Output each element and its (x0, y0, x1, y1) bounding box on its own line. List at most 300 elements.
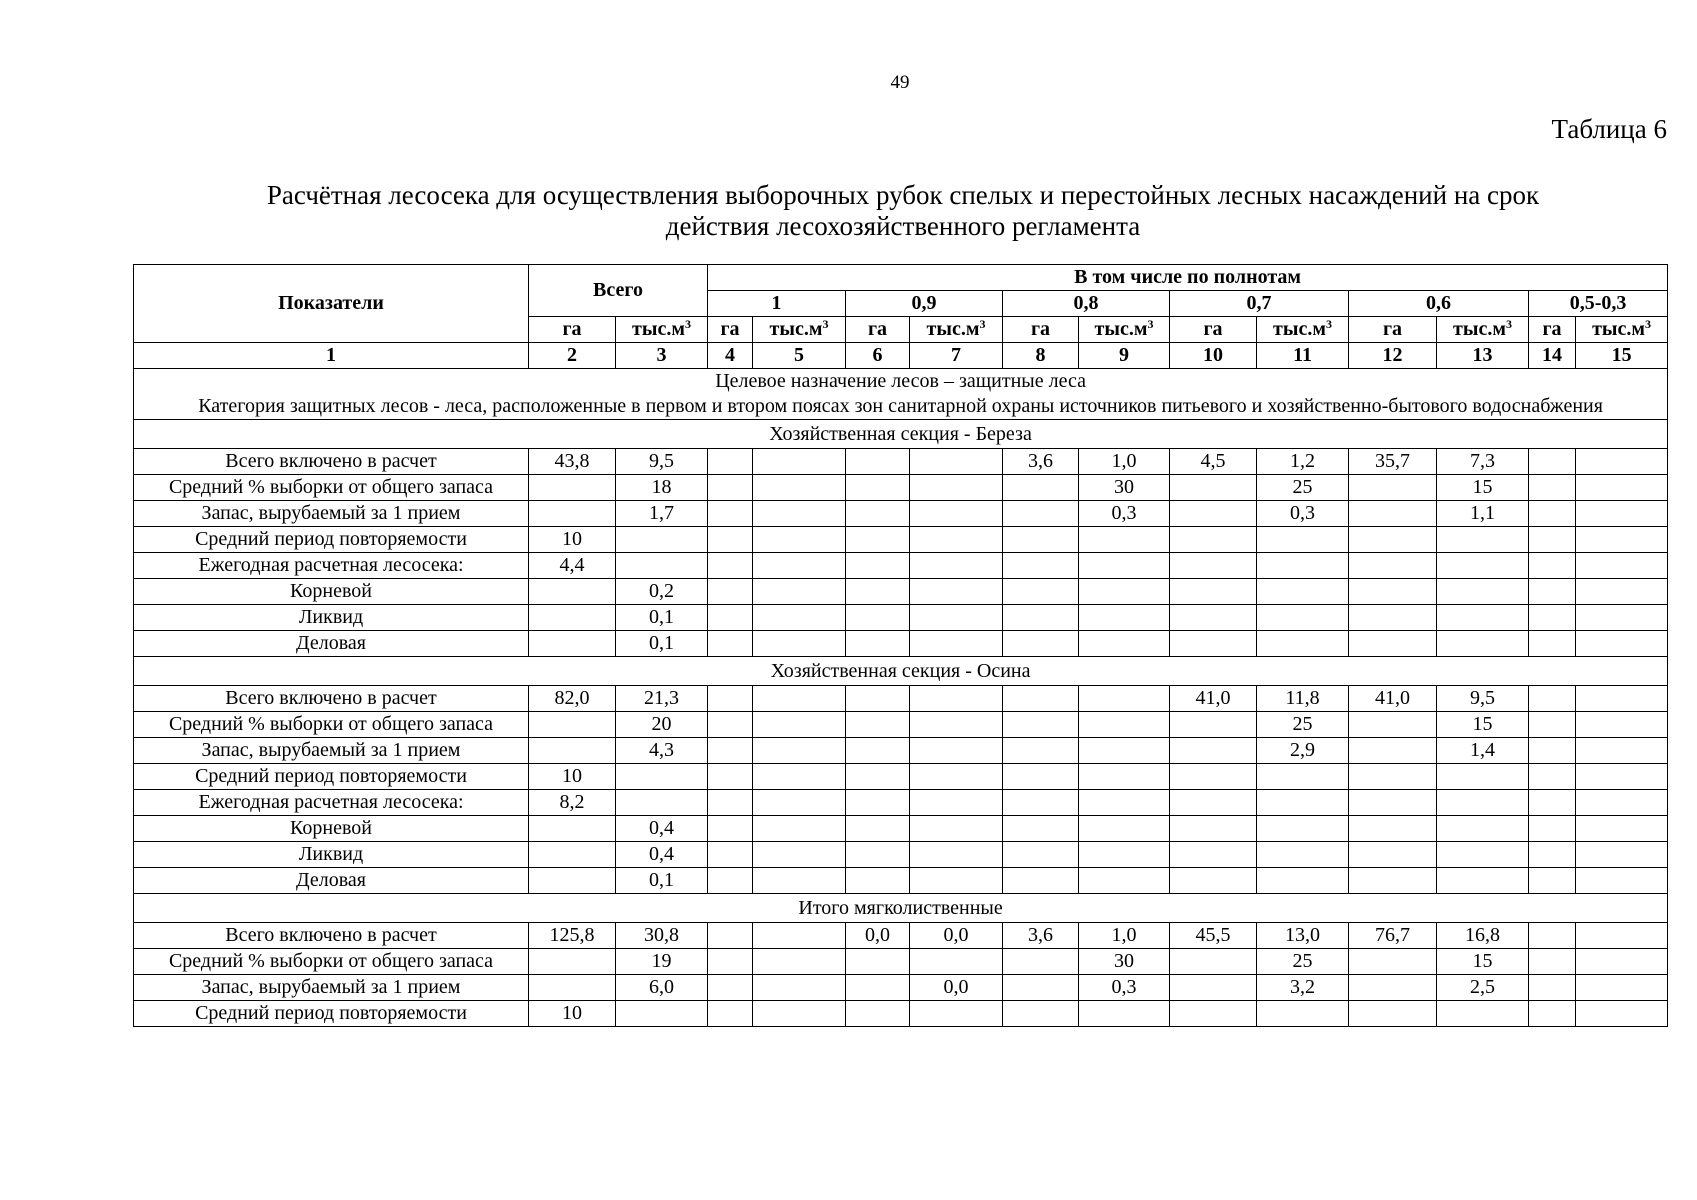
row-label: Всего включено в расчет (134, 923, 529, 949)
table-cell (1576, 553, 1668, 579)
table-cell (753, 631, 846, 657)
table-cell (1003, 527, 1079, 553)
unit-superscript: 3 (822, 317, 829, 331)
header-including: В том числе по полнотам (708, 265, 1668, 291)
table-cell: 7,3 (1437, 449, 1529, 475)
table-cell (616, 790, 708, 816)
table-cell (1079, 579, 1170, 605)
table-cell: 30 (1079, 949, 1170, 975)
table-cell (1529, 605, 1576, 631)
table-cell: 8,2 (529, 790, 616, 816)
table-cell (708, 816, 753, 842)
table-row (134, 475, 1668, 501)
table-cell: 2,5 (1437, 975, 1529, 1001)
row-label: Запас, вырубаемый за 1 прием (134, 738, 529, 764)
table-row (134, 631, 1668, 657)
row-label: Средний период повторяемости (134, 527, 529, 553)
table-cell (753, 949, 846, 975)
table-cell: 0,3 (1257, 501, 1349, 527)
table-cell (846, 738, 910, 764)
table-row (134, 764, 1668, 790)
table-cell (616, 764, 708, 790)
table-cell (1170, 1001, 1257, 1027)
table-cell: 11,8 (1257, 686, 1349, 712)
table-cell (846, 686, 910, 712)
table-cell (1003, 949, 1079, 975)
table-cell (1170, 712, 1257, 738)
header-indicators: Показатели (134, 265, 529, 343)
column-number: 13 (1437, 343, 1529, 369)
table-cell (708, 923, 753, 949)
table-cell (1170, 816, 1257, 842)
table-cell: 2,9 (1257, 738, 1349, 764)
table-cell: 25 (1257, 712, 1349, 738)
table-cell: 82,0 (529, 686, 616, 712)
table-row (134, 949, 1668, 975)
table-cell (708, 631, 753, 657)
table-row (134, 1001, 1668, 1027)
document-title (133, 180, 1673, 242)
table-cell: 0,4 (616, 842, 708, 868)
table-cell (846, 975, 910, 1001)
table-cell (1257, 553, 1349, 579)
table-cell (1576, 868, 1668, 894)
table-cell (1079, 1001, 1170, 1027)
unit-superscript: 3 (1325, 317, 1332, 331)
column-number: 1 (134, 343, 529, 369)
table-cell (1170, 764, 1257, 790)
table-cell (846, 712, 910, 738)
table-cell (1576, 975, 1668, 1001)
table-cell (1079, 527, 1170, 553)
table-cell (1003, 579, 1079, 605)
table-row (134, 712, 1668, 738)
table-cell (846, 579, 910, 605)
table-cell (1003, 686, 1079, 712)
row-label: Деловая (134, 631, 529, 657)
table-cell: 1,7 (616, 501, 708, 527)
table-cell (1437, 816, 1529, 842)
table-cell (1170, 605, 1257, 631)
table-cell (1170, 975, 1257, 1001)
column-number: 5 (753, 343, 846, 369)
table-cell: 3,6 (1003, 923, 1079, 949)
table-cell (846, 790, 910, 816)
table-cell (1003, 790, 1079, 816)
column-number: 11 (1257, 343, 1349, 369)
table-cell: 35,7 (1349, 449, 1437, 475)
row-label: Корневой (134, 816, 529, 842)
table-cell (753, 842, 846, 868)
unit-text: тыс.м (926, 318, 980, 340)
table-cell: 25 (1257, 475, 1349, 501)
table-cell (1437, 1001, 1529, 1027)
table-cell (1257, 816, 1349, 842)
table-cell (529, 868, 616, 894)
table-cell (1170, 868, 1257, 894)
unit-thousand-m3 (616, 317, 708, 343)
table-cell: 4,4 (529, 553, 616, 579)
table-cell: 30 (1079, 475, 1170, 501)
table-cell: 15 (1437, 712, 1529, 738)
table-cell (1576, 631, 1668, 657)
page-number: 49 (890, 72, 910, 93)
table-cell (910, 764, 1003, 790)
table-cell (1529, 631, 1576, 657)
table-cell (1079, 631, 1170, 657)
table-cell (1170, 842, 1257, 868)
table-cell (1529, 449, 1576, 475)
table-cell (616, 1001, 708, 1027)
row-label: Всего включено в расчет (134, 449, 529, 475)
table-cell (1257, 764, 1349, 790)
table-cell (1349, 1001, 1437, 1027)
table-row (134, 501, 1668, 527)
header-density: 0,6 (1349, 291, 1529, 317)
table-cell (846, 868, 910, 894)
row-label: Запас, вырубаемый за 1 прием (134, 501, 529, 527)
table-cell (1529, 949, 1576, 975)
table-cell (1079, 712, 1170, 738)
table-cell (1349, 527, 1437, 553)
row-label: Ежегодная расчетная лесосека: (134, 790, 529, 816)
table-cell (910, 553, 1003, 579)
table-cell: 15 (1437, 949, 1529, 975)
table-cell (1437, 764, 1529, 790)
table-cell: 0,1 (616, 868, 708, 894)
table-cell: 0,4 (616, 816, 708, 842)
table-cell (1529, 553, 1576, 579)
row-label: Ликвид (134, 842, 529, 868)
table-cell: 19 (616, 949, 708, 975)
table-cell (708, 1001, 753, 1027)
header-density: 0,9 (846, 291, 1003, 317)
purpose-text: Целевое назначение лесов – защитные леса (715, 370, 1086, 392)
table-cell (1576, 816, 1668, 842)
table-cell: 43,8 (529, 449, 616, 475)
table-cell: 0,3 (1079, 975, 1170, 1001)
table-cell (1529, 686, 1576, 712)
table-cell (910, 501, 1003, 527)
table-cell (708, 975, 753, 1001)
table-cell (1170, 579, 1257, 605)
table-cell (529, 579, 616, 605)
table-cell (708, 842, 753, 868)
unit-superscript: 3 (1645, 317, 1652, 331)
table-cell (1529, 923, 1576, 949)
table-cell (529, 712, 616, 738)
table-cell (1257, 790, 1349, 816)
table-cell (846, 631, 910, 657)
unit-text: тыс.м (769, 318, 823, 340)
section-title: Хозяйственная секция - Осина (134, 657, 1668, 686)
table-cell (910, 842, 1003, 868)
table-cell (529, 605, 616, 631)
unit-thousand-m3 (753, 317, 846, 343)
table-cell (1003, 631, 1079, 657)
column-number: 4 (708, 343, 753, 369)
table-cell (753, 923, 846, 949)
column-number: 8 (1003, 343, 1079, 369)
table-cell (1437, 605, 1529, 631)
unit-thousand-m3 (1257, 317, 1349, 343)
table-cell: 0,0 (910, 975, 1003, 1001)
table-cell (1529, 842, 1576, 868)
table-row (134, 842, 1668, 868)
table-cell (1170, 501, 1257, 527)
table-cell: 1,2 (1257, 449, 1349, 475)
table-cell (1576, 686, 1668, 712)
table-cell (708, 790, 753, 816)
table-cell (1003, 501, 1079, 527)
table-cell (1079, 553, 1170, 579)
table-cell (1529, 816, 1576, 842)
table-cell (1576, 842, 1668, 868)
table-cell (1003, 842, 1079, 868)
title-line-2: действия лесохозяйственного регламента (665, 211, 1141, 241)
table-cell (1349, 631, 1437, 657)
table-cell (846, 475, 910, 501)
table-cell (1437, 553, 1529, 579)
table-cell (1257, 1001, 1349, 1027)
table-cell (910, 1001, 1003, 1027)
table-cell (753, 527, 846, 553)
row-label: Ликвид (134, 605, 529, 631)
table-cell: 15 (1437, 475, 1529, 501)
table-cell (1529, 579, 1576, 605)
table-cell: 9,5 (616, 449, 708, 475)
table-cell: 10 (529, 1001, 616, 1027)
unit-ha: га (846, 317, 910, 343)
table-cell (529, 501, 616, 527)
table-cell: 3,2 (1257, 975, 1349, 1001)
table-cell (1003, 868, 1079, 894)
table-cell (910, 527, 1003, 553)
table-cell (910, 738, 1003, 764)
table-cell (1257, 527, 1349, 553)
table-cell (846, 527, 910, 553)
table-cell (1003, 553, 1079, 579)
table-cell (1576, 923, 1668, 949)
table-cell: 9,5 (1437, 686, 1529, 712)
table-row (134, 868, 1668, 894)
table-cell (846, 764, 910, 790)
table-label: Таблица 6 (1551, 114, 1667, 144)
table-cell: 0,2 (616, 579, 708, 605)
table-cell (846, 816, 910, 842)
table-cell (1437, 631, 1529, 657)
table-cell (708, 553, 753, 579)
table-cell: 76,7 (1349, 923, 1437, 949)
table-cell: 125,8 (529, 923, 616, 949)
table-cell (753, 975, 846, 1001)
table-cell (910, 816, 1003, 842)
table-cell (1529, 475, 1576, 501)
table-cell (846, 553, 910, 579)
column-number: 10 (1170, 343, 1257, 369)
table-cell (708, 686, 753, 712)
table-row (134, 816, 1668, 842)
unit-text: тыс.м (1453, 318, 1506, 340)
table-cell (1349, 712, 1437, 738)
table-cell: 41,0 (1170, 686, 1257, 712)
table-cell (708, 449, 753, 475)
table-cell (1079, 686, 1170, 712)
category-text: Категория защитных лесов - леса, расположенные в первом и втором поясах зон санитарной охраны источников питьевого и хозяйственно-бытового водоснабжения (198, 395, 1603, 417)
table-cell (1529, 790, 1576, 816)
unit-text: тыс.м (1592, 318, 1646, 340)
column-number: 9 (1079, 343, 1170, 369)
table-cell (1003, 816, 1079, 842)
table-cell (1003, 975, 1079, 1001)
table-cell (1529, 1001, 1576, 1027)
table-cell (753, 686, 846, 712)
allowable-cut-table (133, 264, 1668, 1027)
table-cell (708, 868, 753, 894)
table-cell (1349, 501, 1437, 527)
table-cell (1529, 527, 1576, 553)
column-number: 14 (1529, 343, 1576, 369)
table-cell: 25 (1257, 949, 1349, 975)
table-cell (1529, 501, 1576, 527)
table-row (134, 527, 1668, 553)
table-cell (1349, 738, 1437, 764)
header-density: 0,7 (1170, 291, 1349, 317)
table-cell (753, 501, 846, 527)
table-cell (1576, 1001, 1668, 1027)
table-cell (1437, 527, 1529, 553)
table-cell (708, 712, 753, 738)
table-cell (1003, 605, 1079, 631)
table-cell (616, 527, 708, 553)
table-cell (910, 686, 1003, 712)
table-cell (708, 949, 753, 975)
table-cell (1529, 975, 1576, 1001)
section-title: Хозяйственная секция - Береза (134, 420, 1668, 449)
table-cell (910, 868, 1003, 894)
header-density: 0,8 (1003, 291, 1170, 317)
unit-text: тыс.м (632, 318, 685, 340)
table-cell (1003, 712, 1079, 738)
table-cell (1349, 975, 1437, 1001)
table-cell (1003, 738, 1079, 764)
table-cell (1170, 527, 1257, 553)
table-cell (1529, 738, 1576, 764)
column-number: 6 (846, 343, 910, 369)
table-cell (1349, 949, 1437, 975)
table-cell (910, 579, 1003, 605)
unit-ha: га (1349, 317, 1437, 343)
table-row (134, 449, 1668, 475)
table-cell (529, 842, 616, 868)
table-cell (1079, 790, 1170, 816)
unit-thousand-m3 (1576, 317, 1668, 343)
table-cell (1576, 949, 1668, 975)
table-cell (753, 790, 846, 816)
table-cell (846, 842, 910, 868)
table-cell (1003, 475, 1079, 501)
table-cell (529, 816, 616, 842)
table-cell: 0,3 (1079, 501, 1170, 527)
table-row (134, 923, 1668, 949)
table-cell: 1,0 (1079, 449, 1170, 475)
table-cell (1576, 712, 1668, 738)
table-cell (1349, 553, 1437, 579)
table-cell (708, 605, 753, 631)
table-cell (616, 553, 708, 579)
table-cell (1576, 449, 1668, 475)
column-number: 2 (529, 343, 616, 369)
row-label: Деловая (134, 868, 529, 894)
table-cell (1257, 842, 1349, 868)
table-cell (1576, 764, 1668, 790)
table-row (134, 686, 1668, 712)
table-cell (1257, 631, 1349, 657)
table-row (134, 790, 1668, 816)
table-cell (1170, 790, 1257, 816)
unit-superscript: 3 (979, 317, 986, 331)
unit-text: тыс.м (1273, 318, 1326, 340)
table-cell (1529, 868, 1576, 894)
header-total: Всего (529, 265, 708, 317)
table-cell (1437, 842, 1529, 868)
table-cell: 16,8 (1437, 923, 1529, 949)
table-cell: 4,5 (1170, 449, 1257, 475)
table-cell (1003, 1001, 1079, 1027)
table-cell (910, 475, 1003, 501)
table-cell (708, 527, 753, 553)
table-cell (1349, 868, 1437, 894)
table-cell (1257, 605, 1349, 631)
table-cell (1079, 738, 1170, 764)
table-cell (910, 712, 1003, 738)
table-cell (708, 579, 753, 605)
table-cell (708, 764, 753, 790)
table-cell (753, 816, 846, 842)
table-cell (846, 949, 910, 975)
table-cell (708, 738, 753, 764)
table-cell (1349, 475, 1437, 501)
table-cell (1079, 868, 1170, 894)
unit-ha: га (708, 317, 753, 343)
table-cell (1170, 631, 1257, 657)
row-label: Средний % выборки от общего запаса (134, 949, 529, 975)
unit-ha: га (1170, 317, 1257, 343)
table-cell (910, 949, 1003, 975)
table-cell: 4,3 (616, 738, 708, 764)
table-cell (753, 1001, 846, 1027)
table-cell (1349, 605, 1437, 631)
table-row (134, 579, 1668, 605)
table-cell: 20 (616, 712, 708, 738)
table-cell (846, 1001, 910, 1027)
unit-superscript: 3 (684, 317, 691, 331)
table-cell (1576, 738, 1668, 764)
header-density: 0,5-0,3 (1529, 291, 1668, 317)
table-cell (1257, 579, 1349, 605)
table-cell (1349, 764, 1437, 790)
table-cell (1437, 790, 1529, 816)
table-cell: 10 (529, 764, 616, 790)
row-label: Запас, вырубаемый за 1 прием (134, 975, 529, 1001)
table-cell: 0,1 (616, 631, 708, 657)
table-cell (753, 579, 846, 605)
unit-ha: га (529, 317, 616, 343)
table-cell (1003, 764, 1079, 790)
title-line-1: Расчётная лесосека для осуществления выборочных рубок спелых и перестойных лесных насаждений на срок (266, 180, 1540, 210)
row-label: Ежегодная расчетная лесосека: (134, 553, 529, 579)
table-cell: 21,3 (616, 686, 708, 712)
